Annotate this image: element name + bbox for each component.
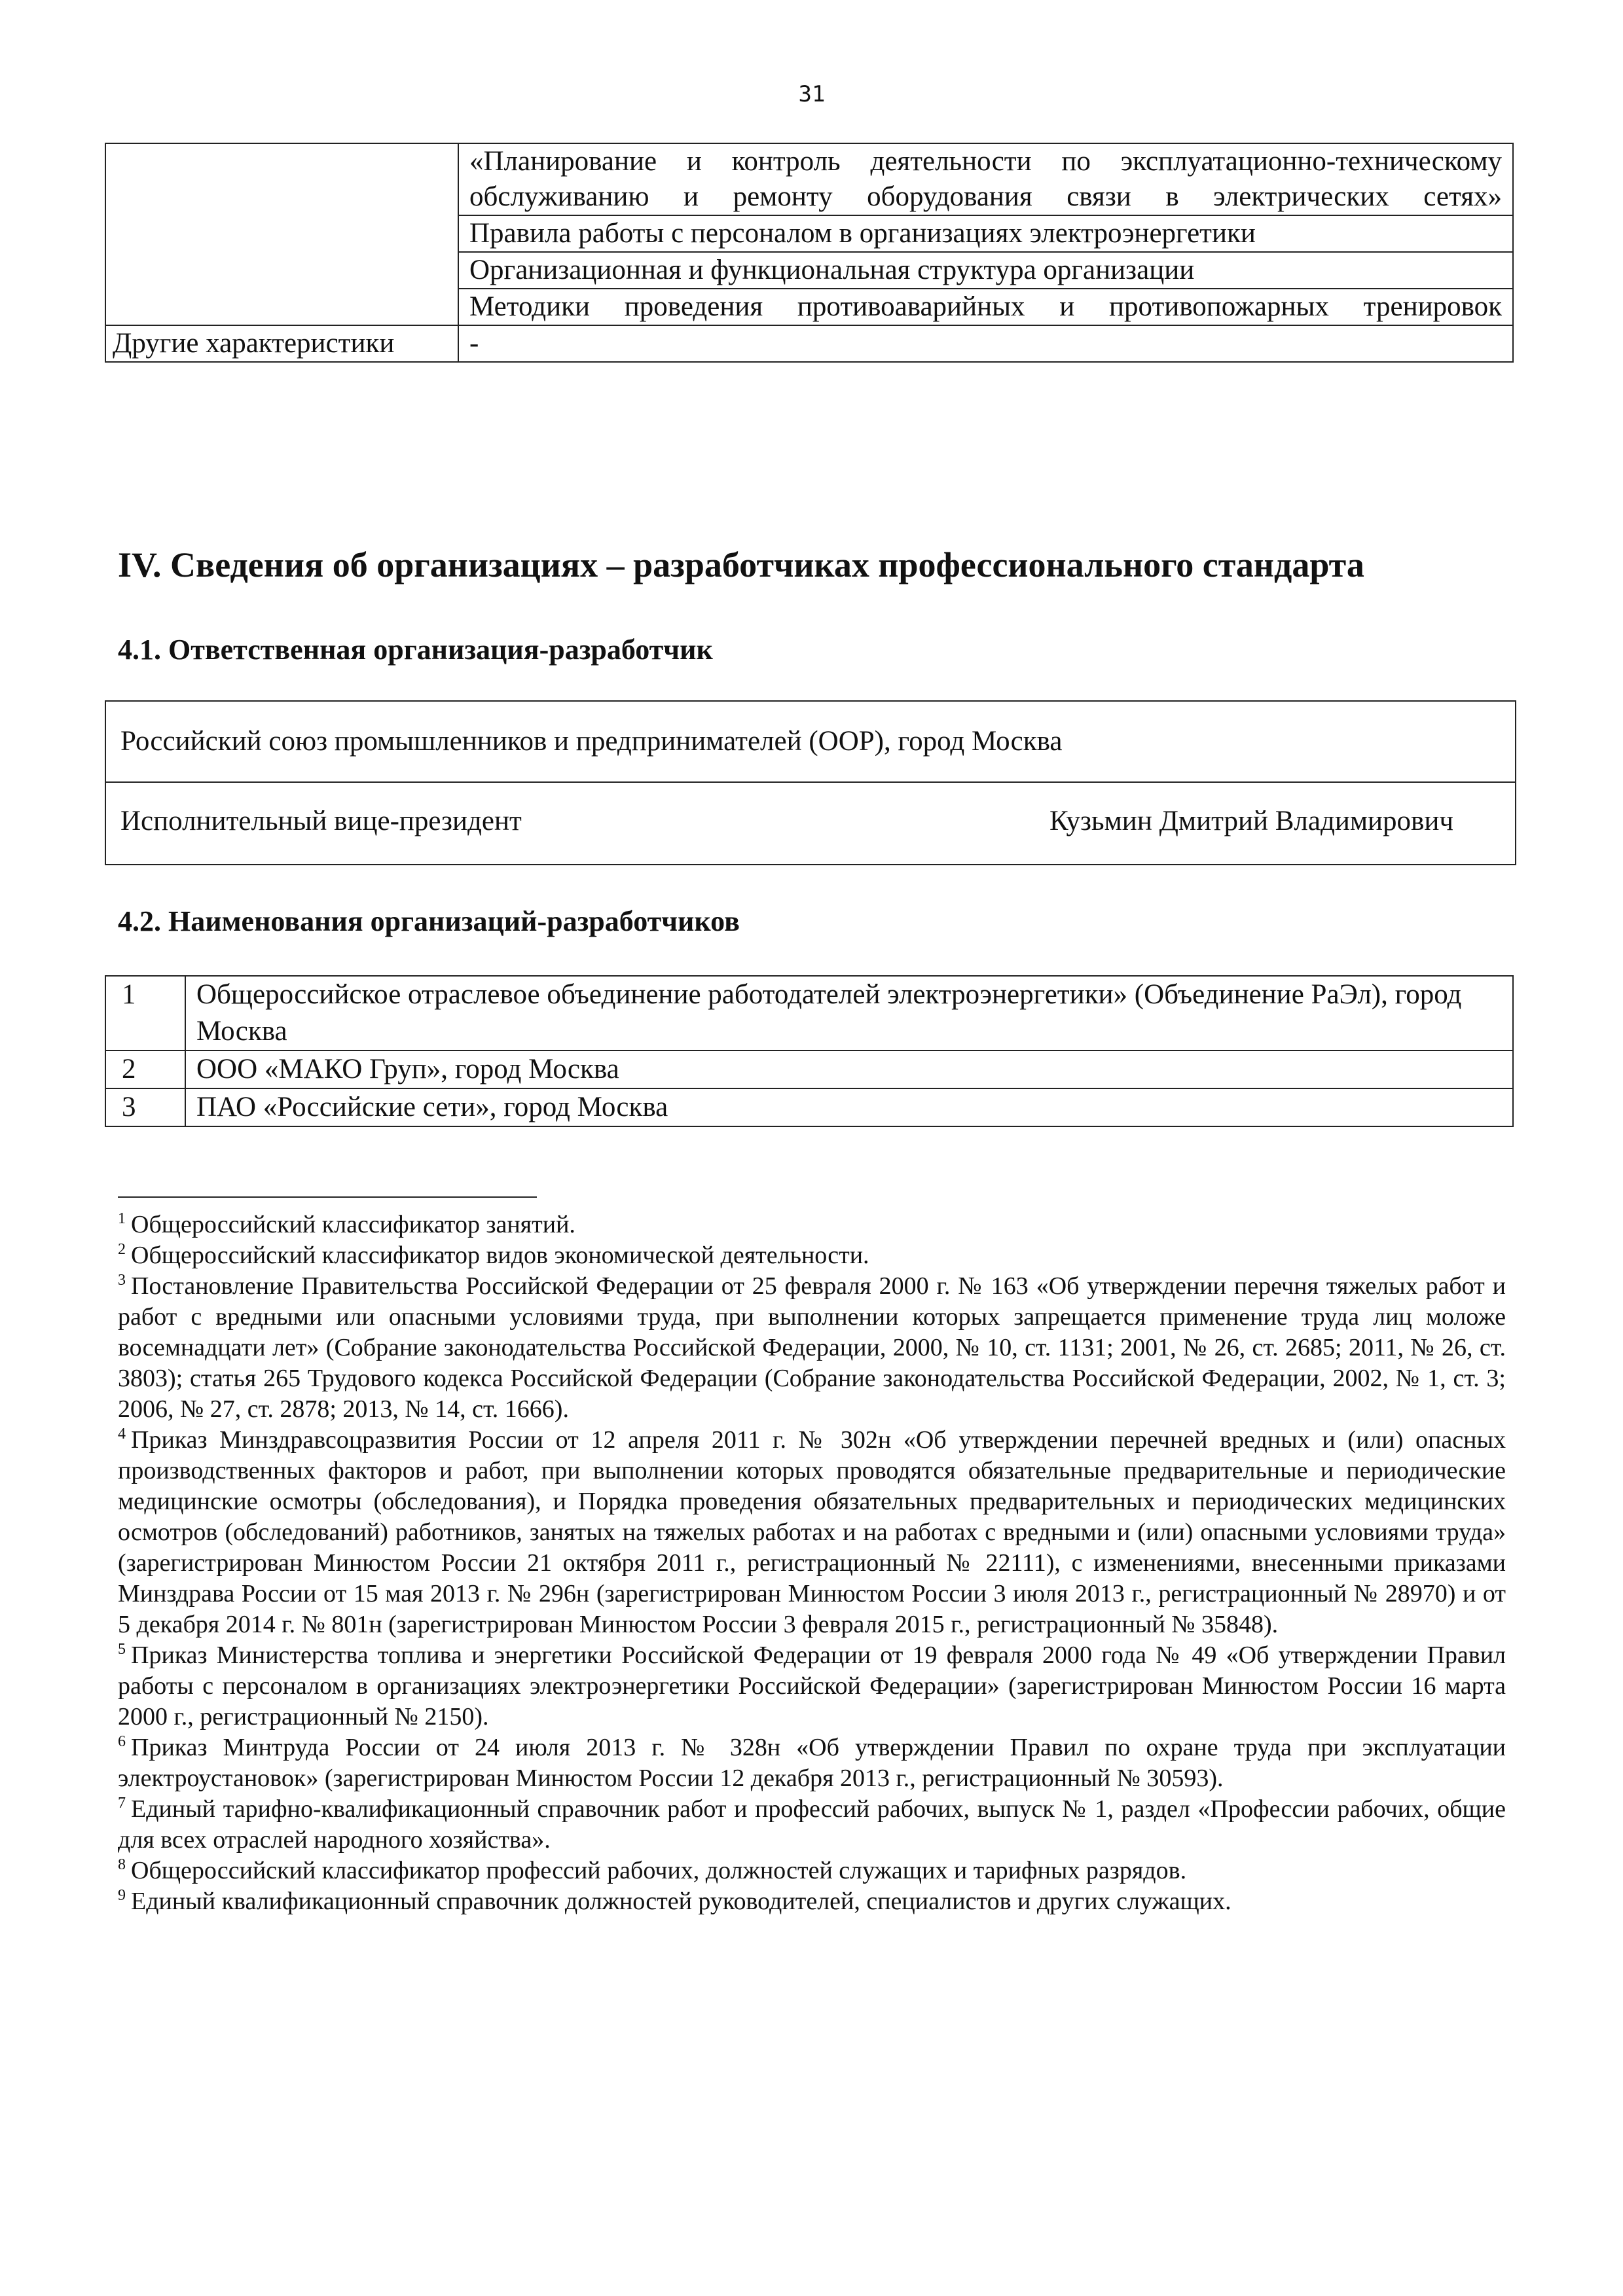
footnote-text: Постановление Правительства Российской Федерации от 25 февраля 2000 г. № 163 «Об утверждении перечня тяжелых работ и работ с вредными или опасными условиями труда, при выполнении которых запрещается применение труда лиц моложе восемнадцати лет» (Собрание законодательства Российской Федерации, 2000, № 10, ст. 1131; 2001, № 26, ст. 2685; 2011, № 26, ст. 3803); статья 265 Трудового кодекса Российской Федерации (Собрание законодательства Российской Федерации, 2002, № 1, ст. 3; 2006, № 27, ст. 2878; 2013, № 14, ст. 1666). [118, 1272, 1506, 1423]
table-cell [458, 289, 1513, 325]
footnote-number: 4 [118, 1426, 126, 1443]
section-title: IV. Сведения об организациях – разработчиках профессионального стандарта [118, 545, 1364, 584]
table-row [105, 289, 1513, 325]
divider [106, 781, 1515, 783]
table-cell [458, 143, 1513, 215]
footnote-number: 3 [118, 1272, 126, 1289]
table-cell: Правила работы с персоналом в организациях электроэнергетики [458, 215, 1513, 252]
table-row [105, 976, 1513, 1050]
characteristics-table-continuation [105, 143, 1514, 363]
footnote [118, 1640, 1506, 1732]
footnote-number: 7 [118, 1795, 126, 1812]
developer-name: ПАО «Российские сети», город Москва [185, 1088, 1513, 1126]
footnote-text: Общероссийский классификатор занятий. [131, 1211, 575, 1238]
responsible-position: Исполнительный вице-президент [120, 806, 522, 836]
footnote-text: Общероссийский классификатор профессий рабочих, должностей служащих и тарифных разрядов. [131, 1857, 1187, 1884]
table-row [105, 1050, 1513, 1088]
other-characteristics-value: - [458, 325, 1513, 362]
row-number: 1 [105, 976, 185, 1050]
developers-title: 4.2. Наименования организаций-разработчиков [118, 905, 740, 937]
footnote-text: Общероссийский классификатор видов экономической деятельности. [131, 1242, 869, 1269]
footnote-text: Приказ Минтруда России от 24 июля 2013 г. № 328н «Об утверждении Правил по охране труда при эксплуатации электроустановок» (зарегистрирован Минюстом России 12 декабря 2013 г., регистрационный № 30593). [118, 1734, 1506, 1792]
cell-text: Методики проведения противоаварийных и противопожарных тренировок [469, 291, 1502, 322]
developer-name: ООО «МАКО Груп», город Москва [185, 1050, 1513, 1088]
footnote [118, 1240, 1506, 1271]
empty-cell [105, 215, 458, 252]
table-row [105, 1088, 1513, 1126]
table-row [105, 143, 1513, 215]
footnote [118, 1210, 1506, 1240]
empty-cell [105, 289, 458, 325]
row-number: 3 [105, 1088, 185, 1126]
footnote-number: 8 [118, 1856, 126, 1874]
footnote-text: Единый квалификационный справочник должностей руководителей, специалистов и других служащих. [131, 1888, 1231, 1915]
responsible-person: Кузьмин Дмитрий Владимирович [1049, 806, 1453, 836]
footnote-number: 2 [118, 1241, 126, 1259]
table-row [105, 325, 1513, 362]
developer-name: Общероссийское отраслевое объединение работодателей электроэнергетики» (Объединение РаЭл), город Москва [185, 976, 1513, 1050]
footnote [118, 1732, 1506, 1794]
footnote-separator [118, 1196, 537, 1198]
developers-table [105, 975, 1514, 1127]
other-characteristics-label: Другие характеристики [105, 325, 458, 362]
footnote-text: Приказ Министерства топлива и энергетики Российской Федерации от 19 февраля 2000 года № 49 «Об утверждении Правил работы с персоналом в организациях электроэнергетики Российской Федерации» (зарегистрирован Минюстом России 16 марта 2000 г., регистрационный № 2150). [118, 1641, 1506, 1731]
footnote-number: 9 [118, 1887, 126, 1905]
footnote-number: 5 [118, 1641, 126, 1659]
footnote [118, 1856, 1506, 1886]
row-number: 2 [105, 1050, 185, 1088]
responsible-org-name: Российский союз промышленников и предпринимателей (ООР), город Москва [120, 726, 1063, 757]
table-cell: Организационная и функциональная структура организации [458, 252, 1513, 289]
empty-cell [105, 143, 458, 215]
empty-cell [105, 252, 458, 289]
footnote-text: Приказ Минздравсоцразвития России от 12 апреля 2011 г. № 302н «Об утверждении перечней вредных и (или) опасных производственных факторов и работ, при выполнении которых проводятся обязательные предварительные и периодические медицинские осмотры (обследования), и Порядка проведения обязательных предварительных и периодических медицинских осмотров (обследований) работников, занятых на тяжелых работах и на работах с вредными и (или) опасными условиями труда» (зарегистрирован Минюстом России 21 октября 2011 г., регистрационный № 22111), с изменениями, внесенными приказами Минздрава России от 15 мая 2013 г. № 296н (зарегистрирован Минюстом России 3 июля 2013 г., регистрационный № 28970) и от 5 декабря 2014 г. № 801н (зарегистрирован Минюстом России 3 февраля 2015 г., регистрационный № 35848). [118, 1426, 1506, 1638]
footnote [118, 1794, 1506, 1856]
footnote [118, 1425, 1506, 1640]
table-row [105, 252, 1513, 289]
responsible-org-title: 4.1. Ответственная организация-разработчик [118, 634, 713, 666]
footnote [118, 1271, 1506, 1425]
footnote [118, 1886, 1506, 1917]
footnote-text: Единый тарифно-квалификационный справочник работ и профессий рабочих, выпуск № 1, раздел «Профессии рабочих, общие для всех отраслей народного хозяйства». [118, 1795, 1506, 1854]
table-row [105, 215, 1513, 252]
footnote-number: 1 [118, 1210, 126, 1228]
footnote-number: 6 [118, 1733, 126, 1751]
footnotes [118, 1210, 1506, 1917]
responsible-org-box [105, 700, 1516, 865]
page-number: 31 [798, 81, 826, 107]
cell-text: «Планирование и контроль деятельности по эксплуатационно-техническому обслуживанию и ремонту оборудования связи в электрических сетях» [469, 146, 1502, 212]
